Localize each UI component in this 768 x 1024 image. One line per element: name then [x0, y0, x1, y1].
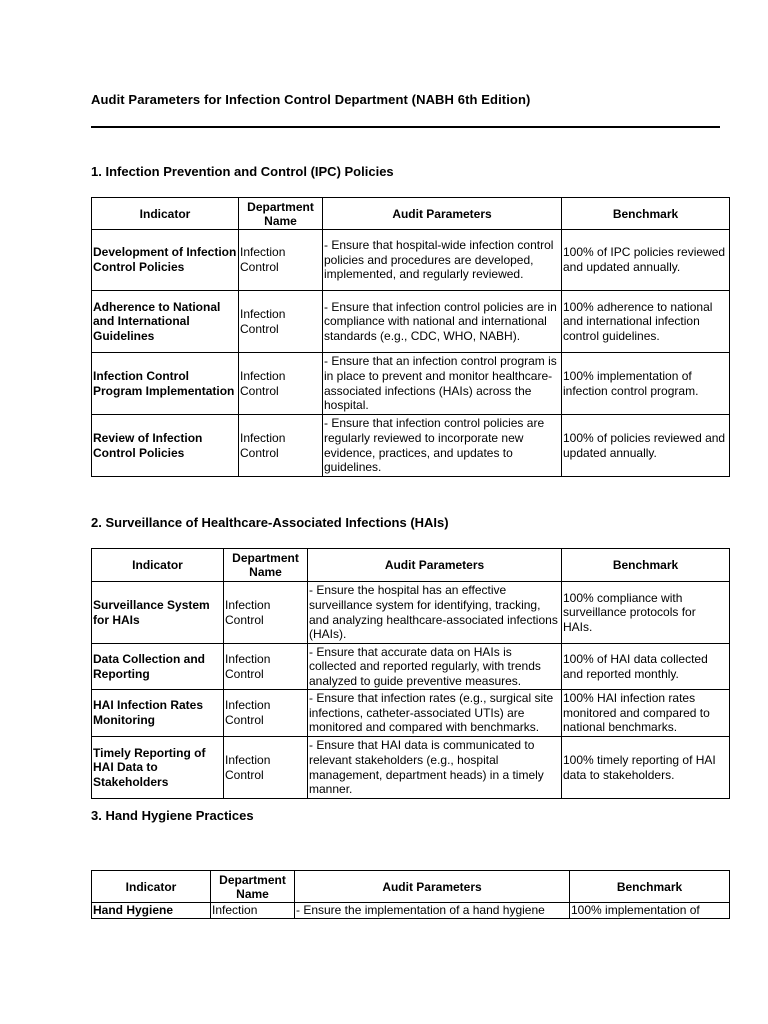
benchmark-cell: 100% implementation of infection control program.: [562, 353, 730, 415]
table-row: [92, 415, 730, 477]
department-cell: Infection Control: [239, 353, 323, 415]
column-header-benchmark: Benchmark: [562, 198, 730, 230]
title-divider: [91, 126, 720, 128]
department-cell: Infection Control: [224, 582, 308, 644]
table-header-row: [92, 871, 730, 903]
department-cell: Infection Control: [224, 737, 308, 799]
indicator-cell: Adherence to National and International Guidelines: [92, 291, 239, 353]
column-header-audit-parameters: Audit Parameters: [295, 871, 570, 903]
column-header-audit-parameters: Audit Parameters: [308, 549, 562, 582]
audit-parameters-cell: - Ensure that an infection control program is in place to prevent and monitor healthcare-associated infections (HAIs) across the hospital.: [323, 353, 562, 415]
department-cell: Infection Control: [239, 291, 323, 353]
table-header-row: [92, 198, 730, 230]
audit-parameters-cell: - Ensure that infection rates (e.g., surgical site infections, catheter-associated UTIs) are monitored and compared with benchmarks.: [308, 690, 562, 737]
section-1-heading: 1. Infection Prevention and Control (IPC) Policies: [91, 164, 394, 179]
column-header-indicator: Indicator: [92, 549, 224, 582]
indicator-cell: Timely Reporting of HAI Data to Stakeholders: [92, 737, 224, 799]
audit-parameters-cell: - Ensure the hospital has an effective surveillance system for identifying, tracking, and analyzing healthcare-associated infections (HAIs).: [308, 582, 562, 644]
audit-parameters-cell: - Ensure that infection control policies are in compliance with national and international standards (e.g., CDC, WHO, NABH).: [323, 291, 562, 353]
table-row: [92, 230, 730, 291]
indicator-cell: Data Collection and Reporting: [92, 644, 224, 690]
column-header-benchmark: Benchmark: [562, 549, 730, 582]
department-cell: Infection: [211, 903, 295, 919]
benchmark-cell: 100% HAI infection rates monitored and compared to national benchmarks.: [562, 690, 730, 737]
section-2-table: [91, 548, 730, 799]
audit-parameters-cell: - Ensure the implementation of a hand hygiene: [295, 903, 570, 919]
audit-parameters-cell: - Ensure that HAI data is communicated to relevant stakeholders (e.g., hospital management, department heads) in a timely manner.: [308, 737, 562, 799]
table-row: [92, 353, 730, 415]
table-row: [92, 291, 730, 353]
department-cell: Infection Control: [239, 230, 323, 291]
indicator-cell: Surveillance System for HAIs: [92, 582, 224, 644]
column-header-audit-parameters: Audit Parameters: [323, 198, 562, 230]
section-1-table: [91, 197, 730, 477]
indicator-cell: HAI Infection Rates Monitoring: [92, 690, 224, 737]
section-2-heading: 2. Surveillance of Healthcare-Associated Infections (HAIs): [91, 515, 449, 530]
column-header-department: Department Name: [224, 549, 308, 582]
section-3-heading: 3. Hand Hygiene Practices: [91, 808, 254, 823]
indicator-cell: Hand Hygiene: [92, 903, 211, 919]
benchmark-cell: 100% compliance with surveillance protocols for HAIs.: [562, 582, 730, 644]
indicator-cell: Infection Control Program Implementation: [92, 353, 239, 415]
benchmark-cell: 100% timely reporting of HAI data to stakeholders.: [562, 737, 730, 799]
column-header-department: Department Name: [239, 198, 323, 230]
document-title: Audit Parameters for Infection Control Department (NABH 6th Edition): [91, 92, 531, 107]
indicator-cell: Development of Infection Control Policies: [92, 230, 239, 291]
department-cell: Infection Control: [239, 415, 323, 477]
table-row: [92, 737, 730, 799]
benchmark-cell: 100% adherence to national and international infection control guidelines.: [562, 291, 730, 353]
column-header-benchmark: Benchmark: [570, 871, 730, 903]
table-row: [92, 644, 730, 690]
audit-parameters-cell: - Ensure that infection control policies are regularly reviewed to incorporate new evidence, practices, and updates to guidelines.: [323, 415, 562, 477]
table-row: [92, 903, 730, 919]
column-header-indicator: Indicator: [92, 198, 239, 230]
department-cell: Infection Control: [224, 644, 308, 690]
table-row: [92, 690, 730, 737]
department-cell: Infection Control: [224, 690, 308, 737]
column-header-indicator: Indicator: [92, 871, 211, 903]
column-header-department: Department Name: [211, 871, 295, 903]
audit-parameters-cell: - Ensure that hospital-wide infection control policies and procedures are developed, implemented, and regularly reviewed.: [323, 230, 562, 291]
indicator-cell: Review of Infection Control Policies: [92, 415, 239, 477]
benchmark-cell: 100% implementation of: [570, 903, 730, 919]
benchmark-cell: 100% of policies reviewed and updated annually.: [562, 415, 730, 477]
benchmark-cell: 100% of IPC policies reviewed and updated annually.: [562, 230, 730, 291]
table-row: [92, 582, 730, 644]
benchmark-cell: 100% of HAI data collected and reported monthly.: [562, 644, 730, 690]
section-3-table: [91, 870, 730, 919]
table-header-row: [92, 549, 730, 582]
audit-parameters-cell: - Ensure that accurate data on HAIs is collected and reported regularly, with trends analyzed to guide preventive measures.: [308, 644, 562, 690]
